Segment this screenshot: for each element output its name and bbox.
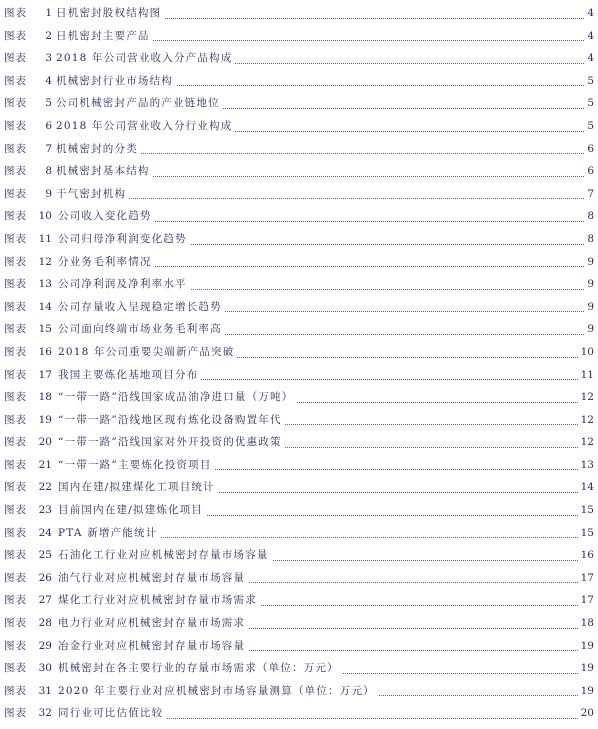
figure-number: 10 bbox=[38, 210, 52, 223]
figure-prefix: 图表 bbox=[4, 187, 27, 200]
figure-prefix: 图表 bbox=[4, 74, 27, 87]
page-number: 14 bbox=[579, 476, 594, 499]
page-number: 16 bbox=[579, 544, 594, 567]
page-number: 17 bbox=[579, 589, 594, 612]
figure-title-text: 干气密封机构 bbox=[56, 188, 129, 200]
page-number: 19 bbox=[579, 635, 594, 658]
figure-title-text: 公司净利润及净利率水平 bbox=[58, 278, 190, 290]
page-number: 4 bbox=[585, 2, 594, 25]
dot-leader bbox=[60, 198, 584, 199]
figure-title[interactable] bbox=[58, 409, 285, 432]
figure-prefix: 图表 bbox=[4, 119, 27, 132]
figure-number: 27 bbox=[38, 594, 52, 607]
figure-prefix: 图表 bbox=[4, 458, 27, 471]
toc-entry[interactable] bbox=[0, 454, 598, 477]
figure-number: 20 bbox=[38, 436, 52, 449]
figure-number: 16 bbox=[38, 345, 52, 358]
toc-entry[interactable] bbox=[0, 657, 598, 680]
figure-title[interactable] bbox=[58, 544, 272, 567]
figure-prefix: 图表 bbox=[4, 526, 27, 539]
figure-title[interactable] bbox=[56, 160, 153, 183]
figure-prefix: 图表 bbox=[4, 391, 27, 404]
figure-title-text: 油气行业对应机械密封存量市场容量 bbox=[58, 572, 248, 584]
page-number: 20 bbox=[579, 702, 594, 725]
toc-entry[interactable] bbox=[0, 296, 598, 319]
toc-entry[interactable] bbox=[0, 612, 598, 635]
figure-prefix: 图表 bbox=[4, 52, 27, 65]
figure-title[interactable] bbox=[58, 635, 248, 658]
figure-title-text: 2020 年主要行业对应机械密封市场容量测算（单位：万元） bbox=[58, 685, 378, 697]
figure-prefix: 图表 bbox=[4, 571, 27, 584]
page-number: 6 bbox=[585, 160, 594, 183]
toc-entry[interactable] bbox=[0, 589, 598, 612]
figure-number: 21 bbox=[38, 458, 52, 471]
figure-title[interactable] bbox=[58, 567, 248, 590]
figure-number: 17 bbox=[38, 368, 52, 381]
figure-prefix: 图表 bbox=[4, 549, 27, 562]
figure-number: 31 bbox=[38, 684, 52, 697]
figure-number: 25 bbox=[38, 549, 52, 562]
figure-title-text: 石油化工行业对应机械密封存量市场容量 bbox=[58, 549, 272, 561]
figure-prefix: 图表 bbox=[4, 210, 27, 223]
figure-title-text: 日机密封主要产品 bbox=[56, 30, 153, 42]
figure-number: 3 bbox=[45, 52, 52, 65]
figure-title[interactable] bbox=[58, 702, 166, 725]
figure-title-text: 日机密封股权结构图 bbox=[56, 7, 164, 19]
figure-prefix: 图表 bbox=[4, 504, 27, 517]
figure-title-text: 公司面向终端市场业务毛利率高 bbox=[58, 323, 225, 335]
figure-number: 6 bbox=[45, 119, 52, 132]
figure-number: 5 bbox=[45, 97, 52, 110]
toc-entry[interactable] bbox=[0, 183, 598, 206]
toc-entry[interactable] bbox=[0, 115, 598, 138]
figure-title-text: 公司收入变化趋势 bbox=[58, 210, 155, 222]
page-number: 6 bbox=[585, 138, 594, 161]
page-number: 4 bbox=[585, 47, 594, 70]
figure-title-text: 目前国内在建/拟建炼化项目 bbox=[58, 504, 206, 516]
figure-title-text: 公司存量收入呈现稳定增长趋势 bbox=[58, 301, 225, 313]
figure-prefix: 图表 bbox=[4, 662, 27, 675]
toc-entry[interactable] bbox=[0, 522, 598, 545]
figure-number: 12 bbox=[38, 255, 52, 268]
figure-prefix: 图表 bbox=[4, 594, 27, 607]
page-number: 8 bbox=[585, 205, 594, 228]
figure-title-text: 2018 年公司营业收入分产品构成 bbox=[56, 52, 235, 64]
toc-entry[interactable] bbox=[0, 702, 598, 725]
figure-number: 9 bbox=[45, 187, 52, 200]
figure-prefix: 图表 bbox=[4, 278, 27, 291]
figure-prefix: 图表 bbox=[4, 436, 27, 449]
figure-title[interactable] bbox=[58, 364, 201, 387]
figure-number: 24 bbox=[38, 526, 52, 539]
figure-title[interactable] bbox=[58, 522, 160, 545]
figure-title[interactable] bbox=[58, 431, 285, 454]
figure-prefix: 图表 bbox=[4, 300, 27, 313]
page-number: 11 bbox=[579, 364, 594, 387]
figure-title-text: PTA 新增产能统计 bbox=[58, 527, 160, 539]
figure-title[interactable] bbox=[56, 25, 153, 48]
figure-number: 32 bbox=[38, 707, 52, 720]
page-number: 17 bbox=[579, 567, 594, 590]
figure-title-text: 机械密封的分类 bbox=[56, 143, 141, 155]
toc-entry[interactable] bbox=[0, 70, 598, 93]
toc-entry[interactable] bbox=[0, 138, 598, 161]
page-number: 12 bbox=[579, 386, 594, 409]
toc-entry[interactable] bbox=[0, 341, 598, 364]
page-number: 18 bbox=[579, 612, 594, 635]
figure-table-of-contents bbox=[0, 2, 598, 725]
figure-prefix: 图表 bbox=[4, 368, 27, 381]
figure-title[interactable] bbox=[58, 589, 260, 612]
toc-entry[interactable] bbox=[0, 476, 598, 499]
page-number: 4 bbox=[585, 25, 594, 48]
figure-prefix: 图表 bbox=[4, 481, 27, 494]
page-number: 9 bbox=[585, 318, 594, 341]
page-number: 9 bbox=[585, 273, 594, 296]
figure-title-text: “一带一路”主要炼化投资项目 bbox=[58, 459, 215, 471]
page-number: 9 bbox=[585, 251, 594, 274]
figure-title[interactable] bbox=[58, 228, 190, 251]
figure-number: 14 bbox=[38, 300, 52, 313]
figure-title-text: 电力行业对应机械密封存量市场需求 bbox=[58, 617, 248, 629]
figure-title-text: 我国主要炼化基地项目分布 bbox=[58, 369, 201, 381]
toc-entry[interactable] bbox=[0, 567, 598, 590]
figure-title[interactable] bbox=[58, 273, 190, 296]
toc-entry[interactable] bbox=[0, 386, 598, 409]
figure-number: 11 bbox=[38, 232, 52, 245]
toc-entry[interactable] bbox=[0, 431, 598, 454]
figure-prefix: 图表 bbox=[4, 413, 27, 426]
figure-prefix: 图表 bbox=[4, 29, 27, 42]
figure-title-text: 2018 年公司重要尖端新产品突破 bbox=[58, 346, 237, 358]
figure-number: 13 bbox=[38, 278, 52, 291]
page-number: 10 bbox=[579, 341, 594, 364]
toc-entry[interactable] bbox=[0, 635, 598, 658]
figure-prefix: 图表 bbox=[4, 7, 27, 19]
figure-number: 7 bbox=[45, 142, 52, 155]
figure-title-text: “一带一路”沿线国家对外开投资的优惠政策 bbox=[58, 436, 285, 448]
figure-title[interactable] bbox=[56, 70, 176, 93]
page-number: 12 bbox=[579, 431, 594, 454]
figure-prefix: 图表 bbox=[4, 142, 27, 155]
figure-prefix: 图表 bbox=[4, 323, 27, 336]
toc-entry[interactable] bbox=[0, 160, 598, 183]
toc-entry[interactable] bbox=[0, 318, 598, 341]
figure-title-text: 机械密封在各主要行业的存量市场需求（单位：万元） bbox=[58, 662, 342, 674]
toc-entry[interactable] bbox=[0, 205, 598, 228]
figure-title[interactable] bbox=[58, 476, 218, 499]
figure-title[interactable] bbox=[58, 657, 342, 680]
figure-title[interactable] bbox=[58, 318, 225, 341]
page-number: 5 bbox=[585, 115, 594, 138]
figure-number: 4 bbox=[45, 74, 52, 87]
toc-entry[interactable] bbox=[0, 47, 598, 70]
page-number: 15 bbox=[579, 499, 594, 522]
figure-prefix: 图表 bbox=[4, 617, 27, 630]
figure-number: 26 bbox=[38, 571, 52, 584]
toc-entry[interactable] bbox=[0, 499, 598, 522]
toc-entry[interactable] bbox=[0, 364, 598, 387]
toc-entry[interactable] bbox=[0, 25, 598, 48]
figure-title[interactable] bbox=[56, 183, 129, 206]
figure-prefix: 图表 bbox=[4, 165, 27, 178]
figure-prefix: 图表 bbox=[4, 707, 27, 720]
toc-entry[interactable] bbox=[0, 228, 598, 251]
page-number: 5 bbox=[585, 92, 594, 115]
figure-number: 1 bbox=[45, 7, 52, 19]
figure-title-text: 国内在建/拟建煤化工项目统计 bbox=[58, 481, 218, 493]
figure-title[interactable] bbox=[56, 2, 164, 25]
figure-title[interactable] bbox=[58, 499, 206, 522]
figure-prefix: 图表 bbox=[4, 232, 27, 245]
figure-title[interactable] bbox=[58, 454, 215, 477]
figure-title[interactable] bbox=[58, 680, 378, 703]
figure-number: 19 bbox=[38, 413, 52, 426]
figure-number: 2 bbox=[45, 29, 52, 42]
page-number: 15 bbox=[579, 522, 594, 545]
figure-title-text: 同行业可比估值比较 bbox=[58, 707, 166, 719]
page-number: 7 bbox=[585, 183, 594, 206]
toc-entry[interactable] bbox=[0, 680, 598, 703]
figure-number: 18 bbox=[38, 391, 52, 404]
figure-title-text: 2018 年公司营业收入分行业构成 bbox=[56, 120, 235, 132]
figure-title[interactable] bbox=[58, 296, 225, 319]
figure-title-text: 煤化工行业对应机械密封存量市场需求 bbox=[58, 594, 260, 606]
figure-prefix: 图表 bbox=[4, 255, 27, 268]
figure-title[interactable] bbox=[58, 205, 155, 228]
figure-number: 30 bbox=[38, 662, 52, 675]
figure-title-text: 公司归母净利润变化趋势 bbox=[58, 233, 190, 245]
figure-prefix: 图表 bbox=[4, 97, 27, 110]
figure-title-text: 机械密封行业市场结构 bbox=[56, 75, 176, 87]
toc-entry[interactable] bbox=[0, 273, 598, 296]
figure-prefix: 图表 bbox=[4, 345, 27, 358]
page-number: 8 bbox=[585, 228, 594, 251]
toc-entry[interactable] bbox=[0, 92, 598, 115]
figure-prefix: 图表 bbox=[4, 639, 27, 652]
toc-entry[interactable] bbox=[0, 2, 598, 25]
figure-number: 29 bbox=[38, 639, 52, 652]
toc-entry[interactable] bbox=[0, 409, 598, 432]
toc-entry[interactable] bbox=[0, 251, 598, 274]
figure-title[interactable] bbox=[58, 251, 155, 274]
figure-title-text: 公司机械密封产品的产业链地位 bbox=[56, 97, 223, 109]
toc-entry[interactable] bbox=[0, 544, 598, 567]
figure-number: 8 bbox=[45, 165, 52, 178]
figure-number: 23 bbox=[38, 504, 52, 517]
figure-number: 22 bbox=[38, 481, 52, 494]
figure-prefix: 图表 bbox=[4, 684, 27, 697]
figure-title-text: 机械密封基本结构 bbox=[56, 165, 153, 177]
figure-title-text: 冶金行业对应机械密封存量市场容量 bbox=[58, 640, 248, 652]
figure-title[interactable] bbox=[56, 47, 235, 70]
figure-number: 15 bbox=[38, 323, 52, 336]
figure-title[interactable] bbox=[58, 612, 248, 635]
figure-title-text: “一带一路”沿线国家成品油净进口量（万吨） bbox=[58, 391, 296, 403]
page-number: 19 bbox=[579, 657, 594, 680]
page-number: 5 bbox=[585, 70, 594, 93]
figure-title[interactable] bbox=[58, 386, 296, 409]
page-number: 13 bbox=[579, 454, 594, 477]
figure-title-text: “一带一路”沿线地区现有炼化设备购置年代 bbox=[58, 414, 285, 426]
figure-title[interactable] bbox=[56, 115, 235, 138]
page-number: 19 bbox=[579, 680, 594, 703]
page-number: 12 bbox=[579, 409, 594, 432]
figure-title[interactable] bbox=[56, 92, 223, 115]
figure-title[interactable] bbox=[58, 341, 237, 364]
figure-title[interactable] bbox=[56, 138, 141, 161]
figure-number: 28 bbox=[38, 617, 52, 630]
figure-title-text: 分业务毛利率情况 bbox=[58, 256, 155, 268]
page-number: 9 bbox=[585, 296, 594, 319]
